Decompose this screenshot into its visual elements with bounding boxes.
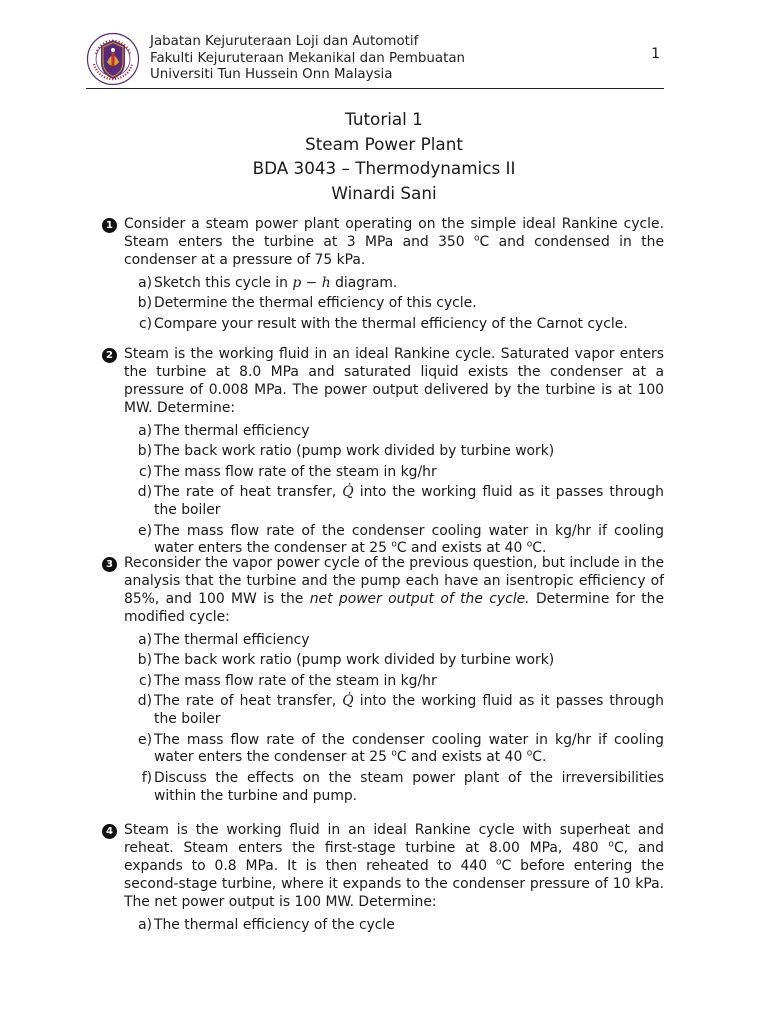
- sub-question: d) The rate of heat transfer, Q̇ into the working fluid as it passes through the boiler: [137, 693, 664, 728]
- question-number-badge: 4: [102, 824, 117, 839]
- course-code: BDA 3043 – Thermodynamics II: [252, 158, 516, 179]
- department-name: Jabatan Kejuruteraan Loji dan Automotif: [150, 34, 419, 49]
- sub-question: a) Sketch this cycle in p − h diagram.: [138, 274, 398, 291]
- question-1: [102, 216, 664, 336]
- question-number-badge: 3: [102, 557, 117, 572]
- author-name: Winardi Sani: [331, 182, 437, 203]
- sub-question-list: [102, 275, 664, 334]
- sub-question: e) The mass flow rate of the condenser cooling water in kg/hr if cooling water enters the condenser at 25 $^o$C and exists at 40 $^o$C.: [138, 731, 664, 766]
- document-title: [0, 107, 768, 205]
- sub-question: e) The mass flow rate of the condenser cooling water in kg/hr if cooling water enters the condenser at 25 $^o$C and exists at 40 $^o$C.: [138, 522, 664, 557]
- sub-question: b) The back work ratio (pump work divided by turbine work): [137, 443, 555, 460]
- question-stem: Consider a steam power plant operating on the simple ideal Rankine cycle. Steam enters the turbine at 3 MPa and 350 $^o$C and condensed in the condenser at a pressure of 75 kPa.: [124, 216, 664, 268]
- sub-question: a) The thermal efficiency: [138, 631, 310, 648]
- institution-block: [150, 34, 465, 84]
- question-3: [102, 555, 664, 808]
- question-number-badge: 1: [102, 218, 117, 233]
- sub-question: c) Compare your result with the thermal efficiency of the Carnot cycle.: [138, 315, 628, 332]
- sub-question: f) Discuss the effects on the steam power plant of the irreversibilities within the turbine and pump.: [141, 769, 664, 804]
- sub-question: c) The mass flow rate of the steam in kg/hr: [138, 672, 437, 689]
- sub-question: b) The back work ratio (pump work divided by turbine work): [137, 652, 555, 669]
- tutorial-topic: Steam Power Plant: [305, 133, 463, 154]
- sub-question: c) The mass flow rate of the steam in kg/hr: [138, 463, 437, 480]
- university-name: Universiti Tun Hussein Onn Malaysia: [150, 67, 393, 82]
- question-number-badge: 2: [102, 348, 117, 363]
- question-stem: Steam is the working fluid in an ideal Rankine cycle. Saturated vapor enters the turbine at 8.0 MPa and saturated liquid exists the condenser at a pressure of 0.008 MPa. The power output delivered by the turbine is at 100 MW. Determine:: [124, 346, 664, 416]
- faculty-name: Fakulti Kejuruteraan Mekanikal dan Pembuatan: [150, 50, 466, 66]
- sub-question: b) Determine the thermal efficiency of this cycle.: [137, 295, 477, 312]
- question-2: [102, 346, 664, 561]
- sub-question-list: [102, 423, 664, 559]
- sub-question: a) The thermal efficiency of the cycle: [138, 916, 395, 933]
- tutorial-label: Tutorial 1: [345, 109, 423, 129]
- question-4: [102, 822, 664, 937]
- sub-question: d) The rate of heat transfer, Q̇ into the working fluid as it passes through the boiler: [137, 484, 664, 519]
- page-number: 1: [651, 46, 660, 62]
- question-stem: Steam is the working fluid in an ideal Rankine cycle with superheat and reheat. Steam enters the first-stage turbine at 8.00 MPa, 480 $^o$C, and expands to 0.8 MPa. It is then reheated to 440 $^o$C before entering the second-stage turbine, where it expands to the condenser pressure of 10 kPa. The net power output is 100 MW. Determine:: [124, 822, 664, 910]
- sub-question: a) The thermal efficiency: [138, 422, 310, 439]
- sub-question-list: [102, 632, 664, 806]
- page-header: [86, 30, 664, 89]
- sub-question-list: [102, 917, 664, 935]
- uthm-logo-icon: [86, 32, 140, 86]
- question-stem: Reconsider the vapor power cycle of the previous question, but include in the analysis that the turbine and the pump each have an isentropic efficiency of 85%, and 100 MW is the net power output of the cycle. Determine for the modified cycle:: [124, 555, 664, 625]
